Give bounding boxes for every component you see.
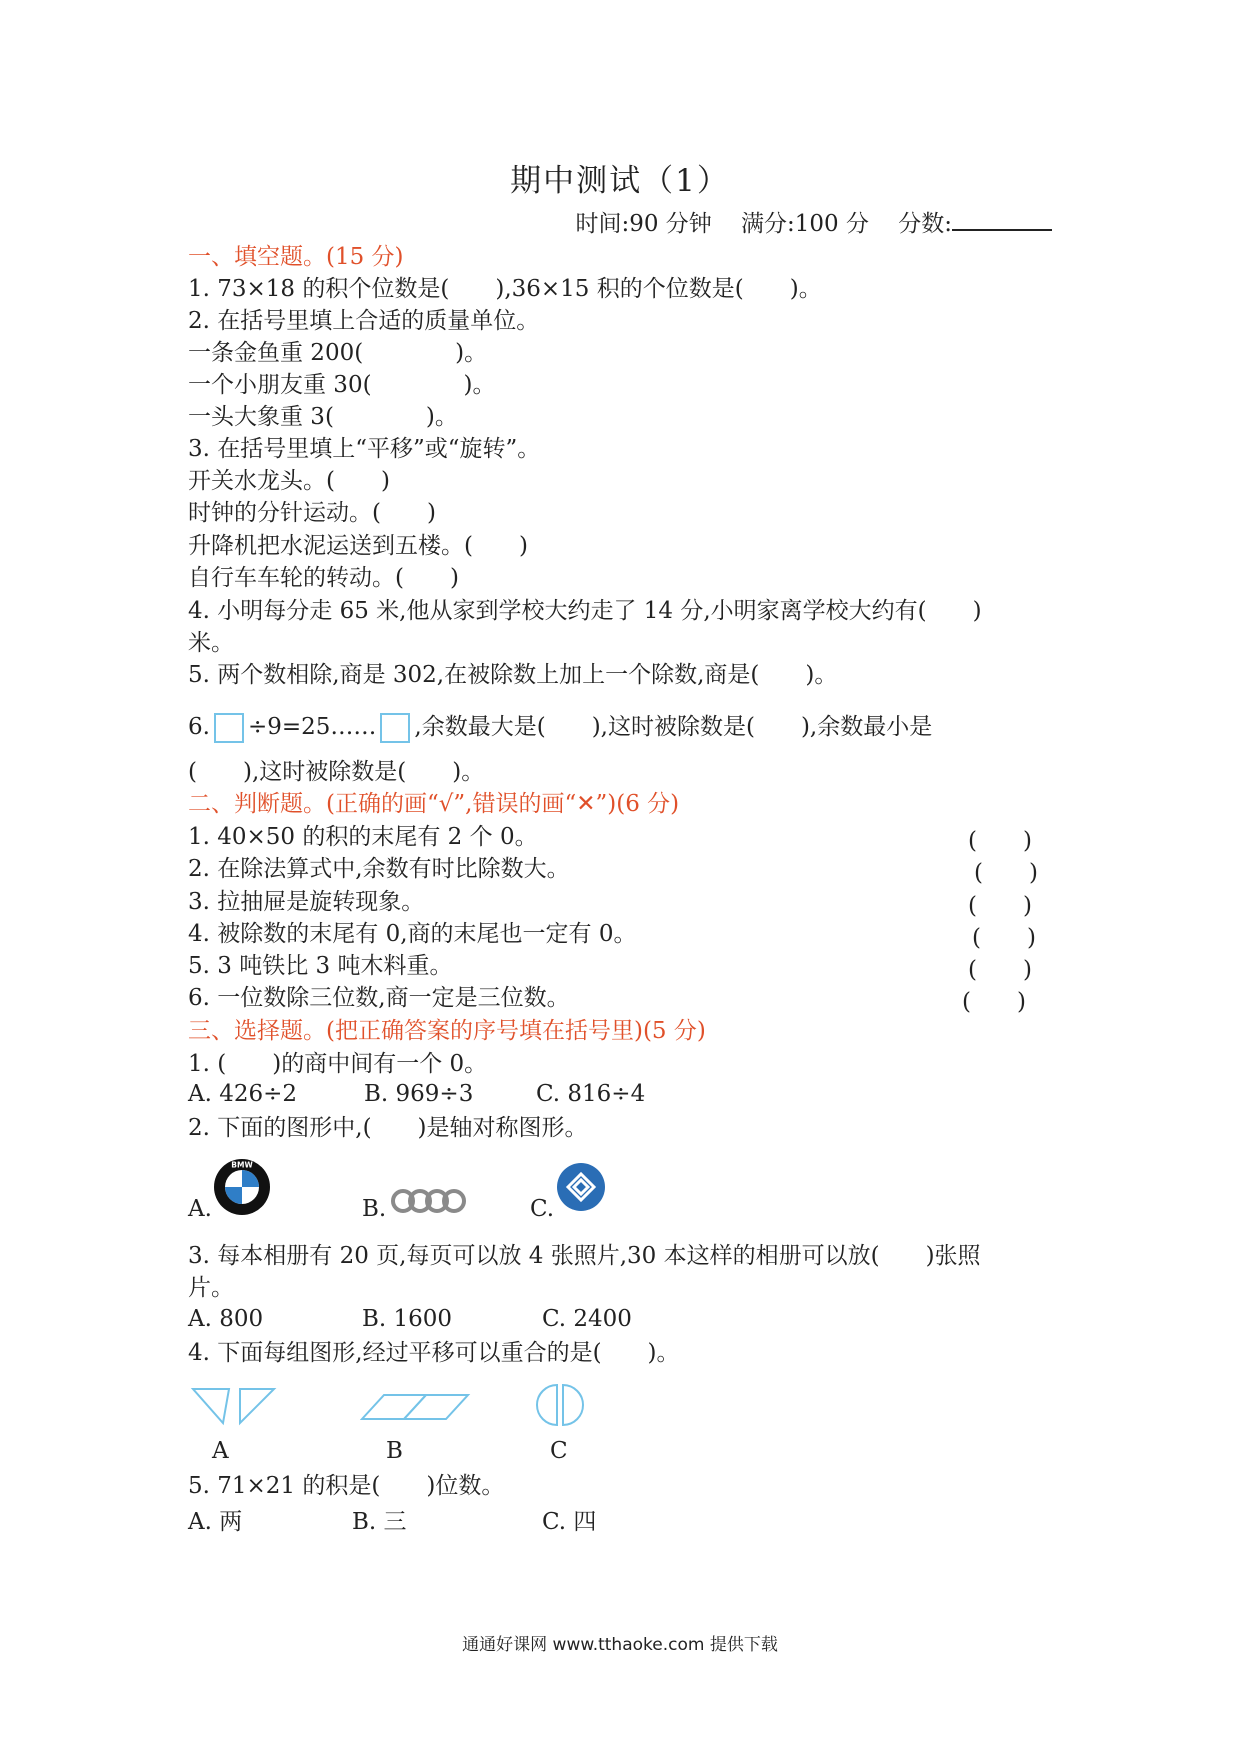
s1-q6-suffix: ,余数最大是( ),这时被除数是( ),余数最小是 — [414, 714, 933, 740]
s1-q5: 5. 两个数相除,商是 302,在被除数上加上一个除数,商是( )。 — [188, 662, 838, 688]
s3-q3-option-c: C. 2400 — [542, 1306, 632, 1332]
remainder-box[interactable] — [380, 713, 410, 743]
section-1-header: 一、填空题。(15 分) — [188, 244, 404, 270]
s1-q2a: 一条金鱼重 200( )。 — [188, 340, 488, 366]
s3-q5: 5. 71×21 的积是( )位数。 — [188, 1473, 505, 1499]
four-rings-logo-icon — [390, 1186, 468, 1216]
s1-q3: 3. 在括号里填上“平移”或“旋转”。 — [188, 436, 541, 462]
s3-q5-option-c: C. 四 — [542, 1509, 597, 1535]
s3-q1-option-c: C. 816÷4 — [536, 1081, 646, 1107]
s2-item-3: 3. 拉抽屉是旋转现象。 — [188, 889, 425, 915]
parallelograms-shape-icon — [360, 1392, 472, 1422]
s1-q2: 2. 在括号里填上合适的质量单位。 — [188, 308, 540, 334]
s2-answer-1[interactable]: ( ) — [968, 828, 1032, 854]
s1-q3a: 开关水龙头。( ) — [188, 468, 390, 494]
china-mobile-logo-icon — [556, 1162, 606, 1212]
s2-item-6: 6. 一位数除三位数,商一定是三位数。 — [188, 985, 570, 1011]
s3-q1-option-a: A. 426÷2 — [188, 1081, 298, 1107]
s1-q3b: 时钟的分针运动。( ) — [188, 500, 436, 526]
s3-q4: 4. 下面每组图形,经过平移可以重合的是( )。 — [188, 1340, 680, 1366]
s1-q3c: 升降机把水泥运送到五楼。( ) — [188, 533, 528, 559]
section-3-header: 三、选择题。(把正确答案的序号填在括号里)(5 分) — [188, 1018, 706, 1044]
s1-q2c: 一头大象重 3( )。 — [188, 404, 458, 430]
s3-q2: 2. 下面的图形中,( )是轴对称图形。 — [188, 1115, 588, 1141]
s2-item-4: 4. 被除数的末尾有 0,商的末尾也一定有 0。 — [188, 921, 637, 947]
s1-q6 — [188, 712, 932, 743]
s2-answer-5[interactable]: ( ) — [968, 957, 1032, 983]
s3-q3-option-a: A. 800 — [188, 1306, 264, 1332]
bmw-logo-text: BMW — [231, 1160, 253, 1170]
s3-q4-option-a: A — [212, 1438, 229, 1464]
s2-answer-2[interactable]: ( ) — [974, 860, 1038, 886]
full-score-label: 满分:100 分 — [741, 211, 869, 237]
s2-item-2: 2. 在除法算式中,余数有时比除数大。 — [188, 856, 570, 882]
s1-q2b: 一个小朋友重 30( )。 — [188, 372, 496, 398]
s3-q3b: 片。 — [188, 1275, 234, 1301]
s1-q6-prefix: 6. — [188, 714, 210, 740]
s1-q4: 4. 小明每分走 65 米,他从家到学校大约走了 14 分,小明家离学校大约有( ) — [188, 598, 982, 624]
s3-q2-option-c: C. — [530, 1196, 555, 1222]
s1-q6-mid: ÷9=25…… — [247, 714, 377, 740]
score-blank[interactable] — [952, 209, 1052, 231]
s3-q2-option-a: A. — [188, 1196, 212, 1222]
s2-answer-6[interactable]: ( ) — [962, 989, 1026, 1015]
s3-q4-option-c: C — [550, 1438, 568, 1464]
s1-q4b: 米。 — [188, 630, 234, 656]
s3-q2-option-b: B. — [362, 1196, 387, 1222]
s3-q1-option-b: B. 969÷3 — [364, 1081, 474, 1107]
s3-q1: 1. ( )的商中间有一个 0。 — [188, 1051, 488, 1077]
triangles-shape-icon — [190, 1384, 278, 1428]
exam-meta — [575, 205, 1052, 238]
s2-item-5: 5. 3 吨铁比 3 吨木料重。 — [188, 953, 453, 979]
s2-answer-4[interactable]: ( ) — [972, 925, 1036, 951]
s3-q3-option-b: B. 1600 — [362, 1306, 453, 1332]
s3-q3: 3. 每本相册有 20 页,每页可以放 4 张照片,30 本这样的相册可以放( )张照 — [188, 1243, 981, 1269]
s1-q6b: ( ),这时被除数是( )。 — [188, 759, 485, 785]
bmw-logo-icon — [212, 1157, 272, 1217]
s1-q1: 1. 73×18 的积个位数是( ),36×15 积的个位数是( )。 — [188, 276, 822, 302]
section-2-header: 二、判断题。(正确的画“√”,错误的画“✕”)(6 分) — [188, 791, 680, 817]
page-title: 期中测试（1） — [510, 163, 730, 199]
s1-q3d: 自行车车轮的转动。( ) — [188, 565, 459, 591]
s3-q4-option-b: B — [386, 1438, 403, 1464]
time-label: 时间:90 分钟 — [575, 211, 712, 237]
dividend-box[interactable] — [214, 713, 244, 743]
semicircles-shape-icon — [534, 1382, 586, 1428]
s2-item-1: 1. 40×50 的积的末尾有 2 个 0。 — [188, 824, 538, 850]
s3-q5-option-b: B. 三 — [352, 1509, 407, 1535]
s3-q5-option-a: A. 两 — [188, 1509, 243, 1535]
score-label: 分数: — [898, 211, 952, 237]
page-footer: 通通好课网 www.tthaoke.com 提供下载 — [462, 1635, 778, 1655]
s2-answer-3[interactable]: ( ) — [968, 893, 1032, 919]
